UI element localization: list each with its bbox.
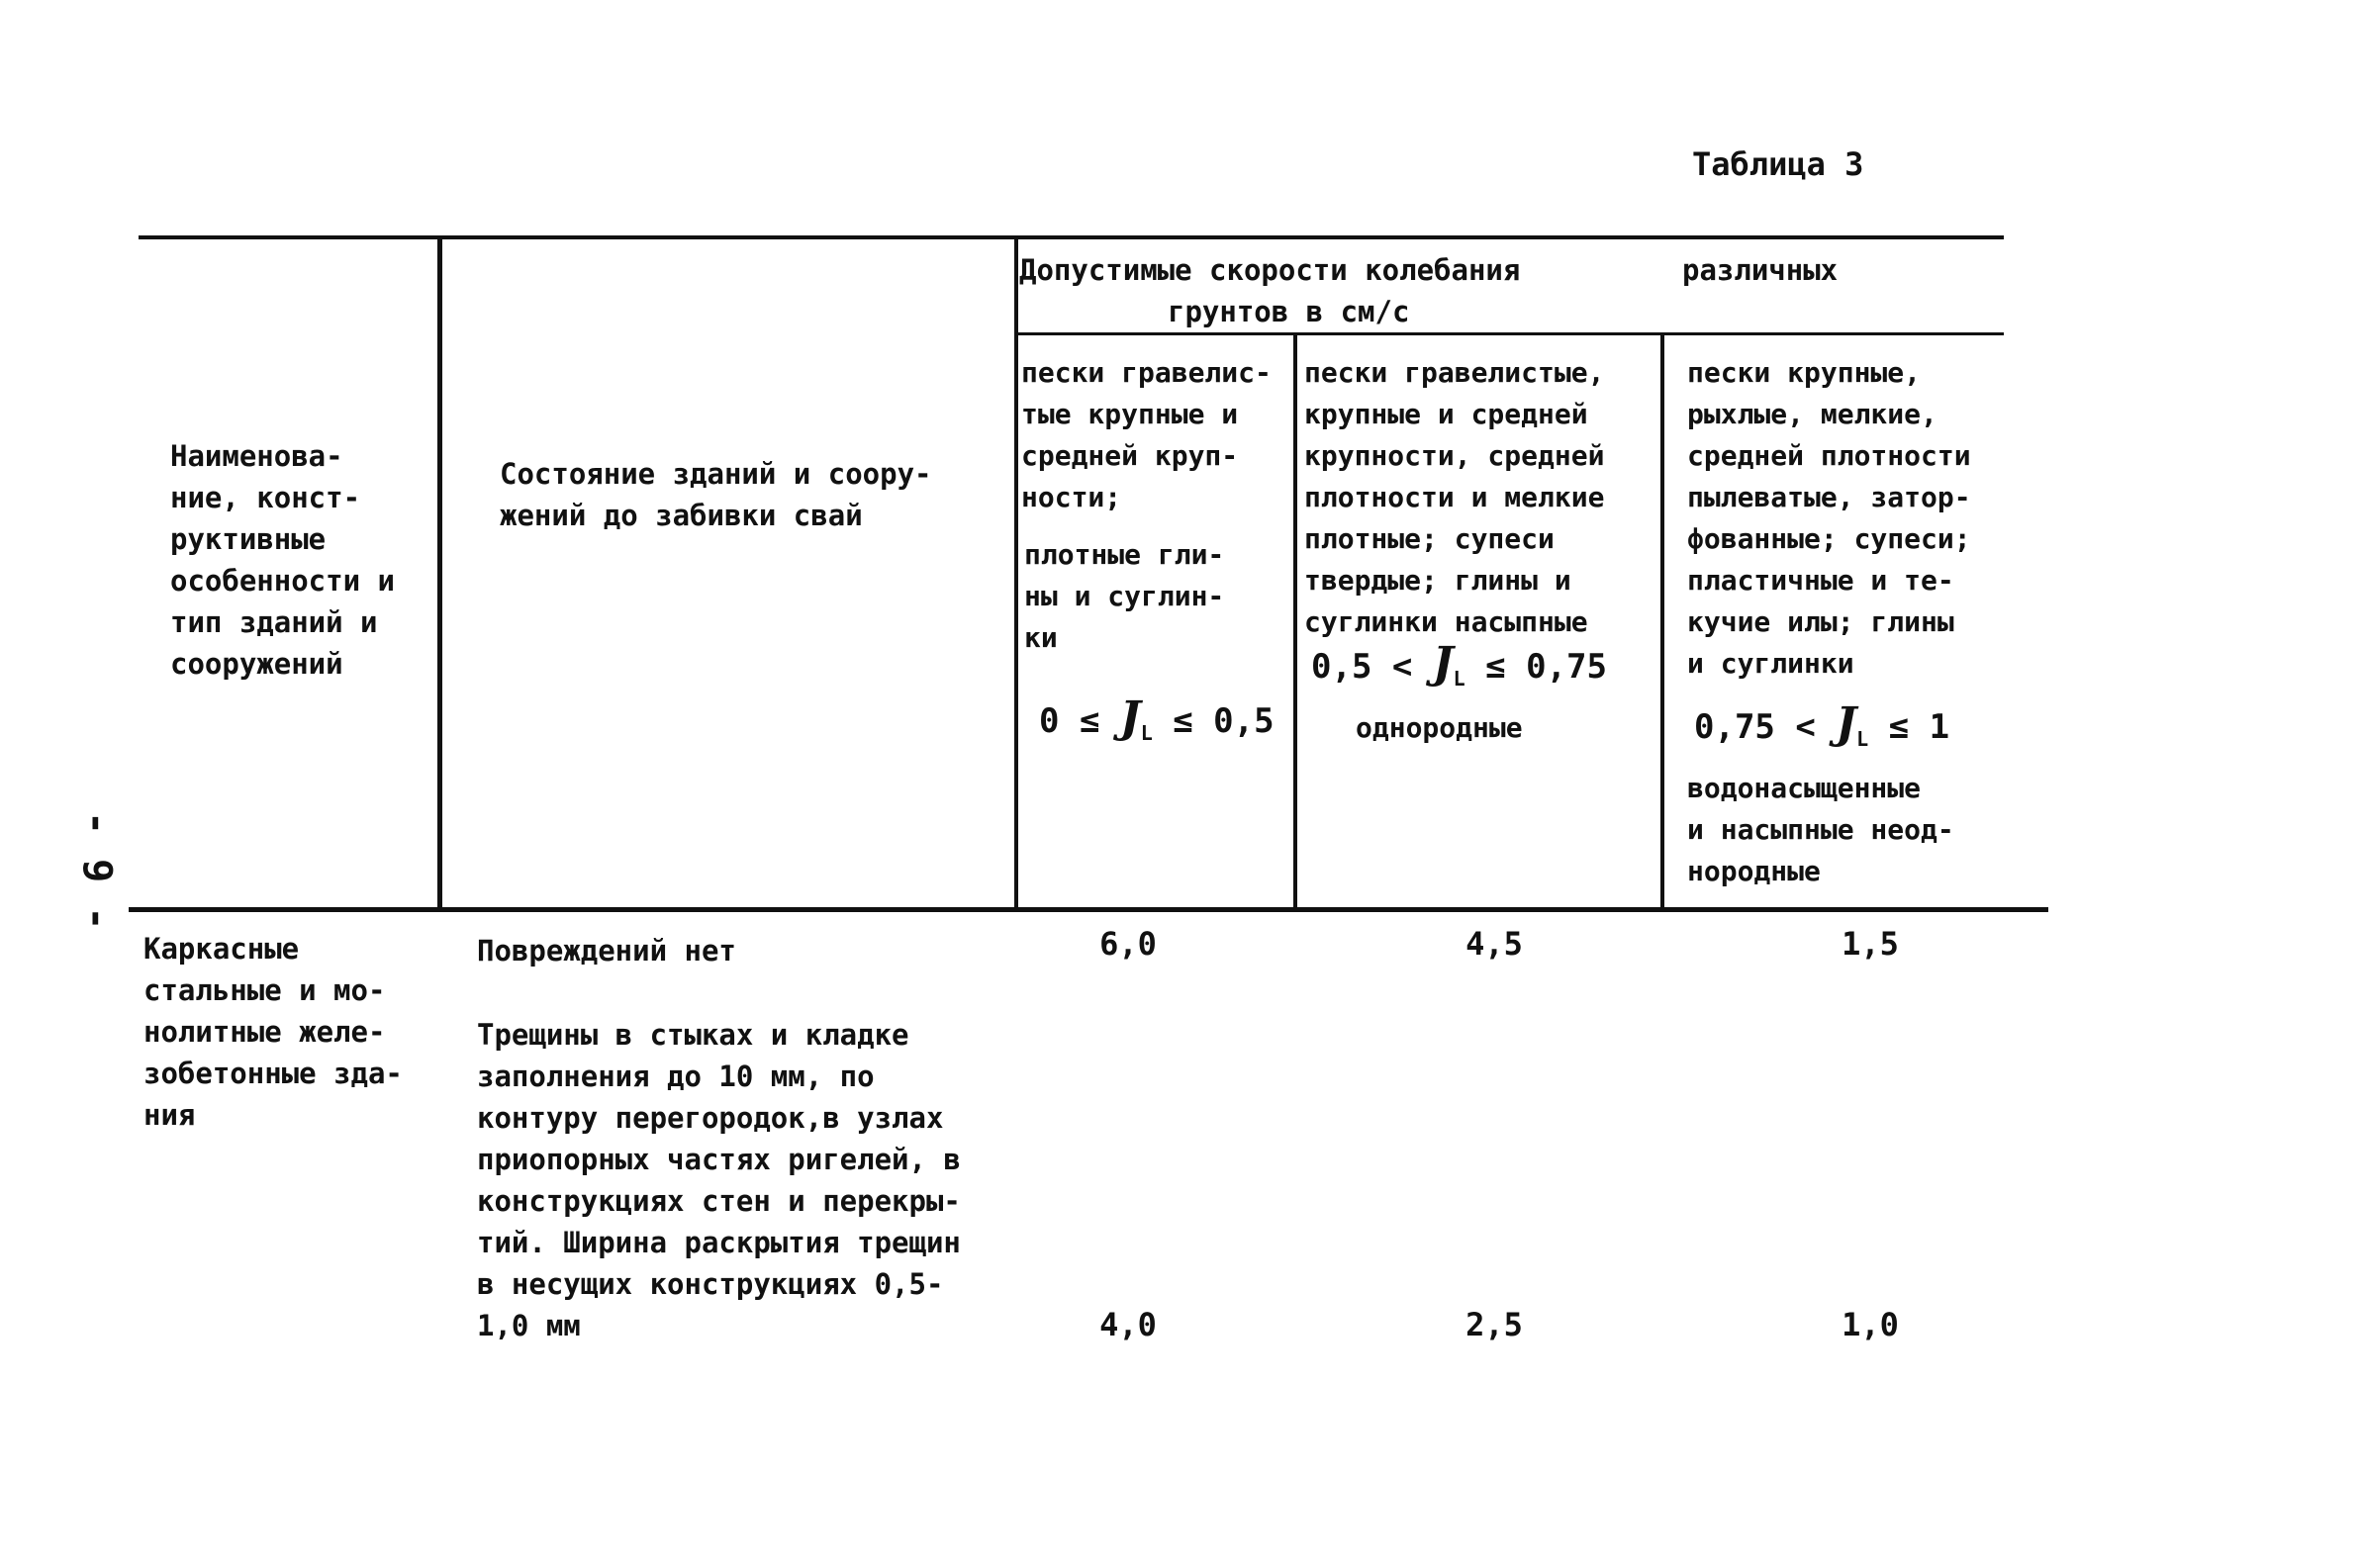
header-group-title: Допустимые скорости колебания [1019,253,1521,287]
row-condition-1: Повреждений нет [477,934,736,968]
table-label: Таблица 3 [1692,145,1864,183]
header-building-condition: Состояние зданий и соору- жений до забивки свай [500,457,932,532]
sub2-formula: $0,5 < J_L \le 0,75$ [1311,638,1607,691]
sub1-soil-text: пески гравелис- тые крупные и средней круп- ности; [1021,356,1272,513]
sub3-formula: $0,75 < J_L \le 1$ [1694,698,1950,751]
col1-divider [437,235,442,912]
value-cell: 1,0 [1842,1306,1899,1343]
sub2-divider [1660,332,1664,912]
group-header-rule [1014,332,2004,335]
sub1-soil-text-b: плотные гли- ны и суглин- ки [1024,538,1225,654]
col2-divider [1014,235,1018,912]
table-top-rule [139,235,2004,239]
value-cell: 2,5 [1465,1306,1523,1343]
sub1-formula: $0 \le J_L \le 0,5$ [1039,692,1275,745]
sub1-divider [1293,332,1297,912]
page-number: - 9 - [74,811,120,931]
sub3-soil-text-b: водонасыщенные и насыпные неод- нородные [1687,772,1954,887]
row-building-type: Каркасные стальные и мо- нолитные желе- зобетонные зда- ния [143,932,403,1132]
row-condition-2: Трещины в стыках и кладке заполнения до 10 мм, по контуру перегородок,в узлах приопорных частях ригелей, в конструкциях стен и перекры- тий. Ширина раскрытия трещин в несущих конструкциях 0,5- 1,0 мм [477,1018,961,1342]
value-cell: 4,5 [1465,925,1523,963]
sub2-soil-text: пески гравелистые, крупные и средней крупности, средней плотности и мелкие плотные; супеси твердые; глины и суглинки насыпные [1304,356,1605,638]
value-cell: 4,0 [1099,1306,1157,1343]
sub2-soil-text-b: однородные [1356,711,1523,744]
sub3-soil-text: пески крупные, рыхлые, мелкие, средней плотности пылеватые, затор- фованные; супеси; пластичные и те- кучие илы; глины и суглинки [1687,356,1971,680]
header-group-title-cont: различных [1682,253,1839,287]
value-cell: 1,5 [1842,925,1899,963]
header-building-type: Наименова- ние, конст- руктивные особенности и тип зданий и сооружений [170,439,395,681]
value-cell: 6,0 [1099,925,1157,963]
header-group-title-line2: грунтов в см/с [1168,295,1410,328]
header-bottom-rule [129,907,2048,912]
